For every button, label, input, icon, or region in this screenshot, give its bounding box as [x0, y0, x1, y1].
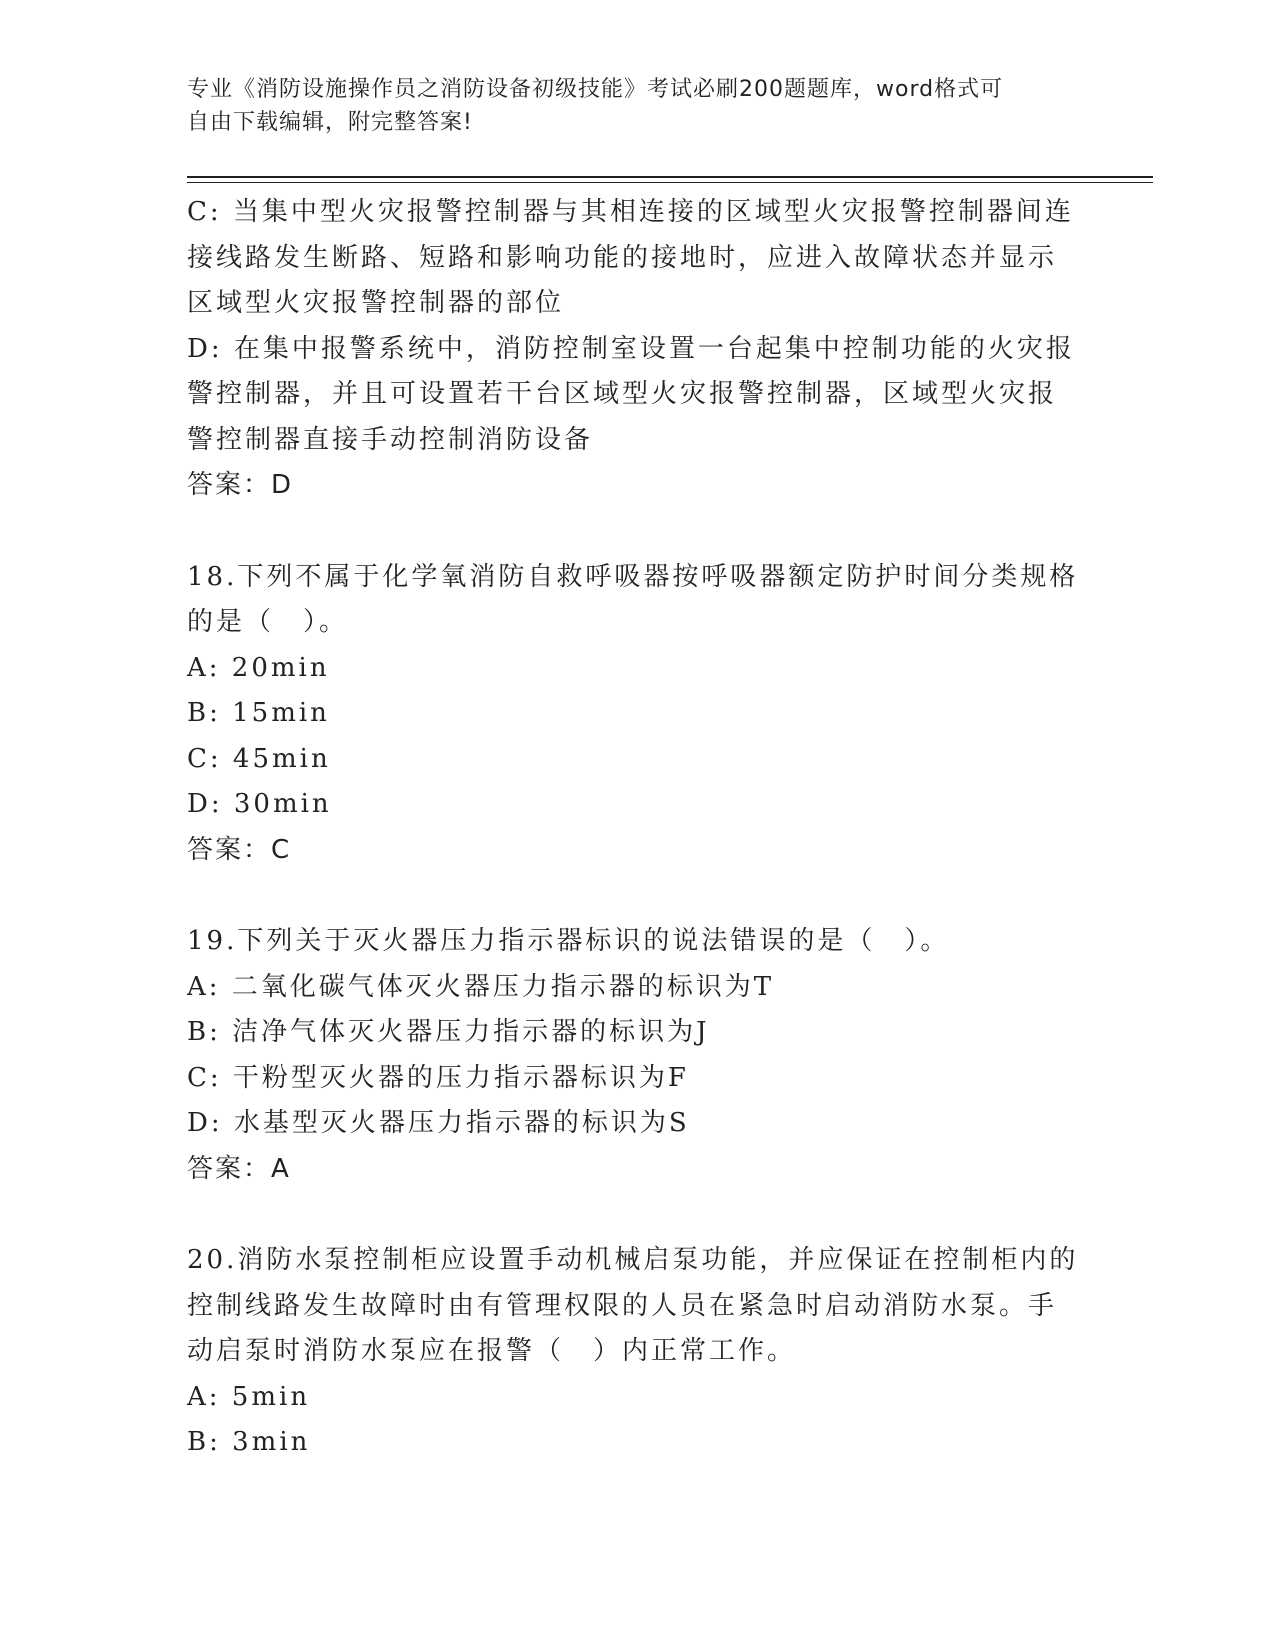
option-c: C: 45min [187, 743, 331, 774]
header-rule-thick [187, 176, 1153, 178]
header-line-1: 专业《消防设施操作员之消防设备初级技能》考试必刷200题题库，word格式可 [187, 77, 1004, 102]
question-stem: 18.下列不属于化学氧消防自救呼吸器按呼吸器额定防护时间分类规格 [187, 561, 1079, 592]
option-a: A: 二氧化碳气体灭火器压力指示器的标识为T [187, 971, 775, 1002]
question-stem: 动启泵时消防水泵应在报警（ ）内正常工作。 [187, 1336, 797, 1366]
option-d [187, 327, 1087, 464]
option-d: D: 水基型灭火器压力指示器的标识为S [187, 1108, 690, 1138]
option-line: D: 在集中报警系统中，消防控制室设置一台起集中控制功能的火灾报 [187, 333, 1075, 364]
question-20 [187, 1238, 1087, 1466]
option-line: 警控制器直接手动控制消防设备 [187, 424, 594, 455]
option-d: D: 30min [187, 789, 332, 819]
option-line: 警控制器，并且可设置若干台区域型火灾报警控制器，区域型火灾报 [187, 379, 1058, 409]
question-stem: 20.消防水泵控制柜应设置手动机械启泵功能，并应保证在控制柜内的 [187, 1245, 1079, 1275]
question-19 [187, 919, 1087, 1192]
question-stem: 的是（ ）。 [187, 607, 349, 637]
option-a: A: 5min [187, 1381, 311, 1412]
answer-label: 答案：D [187, 470, 294, 500]
option-c [187, 190, 1087, 327]
question-18 [187, 555, 1087, 874]
option-a: A: 20min [187, 652, 330, 683]
option-b: B: 洁净气体灭火器压力指示器的标识为J [187, 1017, 710, 1047]
option-line: 区域型火灾报警控制器的部位 [187, 288, 565, 318]
question-stem: 19.下列关于灭火器压力指示器标识的说法错误的是（ ）。 [187, 926, 950, 956]
question-stem: 控制线路发生故障时由有管理权限的人员在紧急时启动消防水泵。手 [187, 1290, 1058, 1321]
option-line: 接线路发生断路、短路和影响功能的接地时，应进入故障状态并显示 [187, 242, 1058, 273]
spacer [187, 873, 1087, 919]
option-c: C: 干粉型灭火器的压力指示器标识为F [187, 1062, 689, 1093]
question-content [187, 190, 1087, 1466]
header-rule-thin [187, 182, 1153, 183]
option-b: B: 15min [187, 698, 330, 728]
option-line: C: 当集中型火灾报警控制器与其相连接的区域型火灾报警控制器间连 [187, 197, 1074, 227]
document-header [187, 73, 1067, 139]
option-b: B: 3min [187, 1427, 311, 1457]
spacer [187, 509, 1087, 555]
answer-label: 答案：C [187, 834, 292, 865]
spacer [187, 1192, 1087, 1238]
question-17-tail [187, 190, 1087, 509]
header-line-2: 自由下载编辑，附完整答案! [187, 110, 473, 135]
answer-label: 答案：A [187, 1153, 291, 1184]
